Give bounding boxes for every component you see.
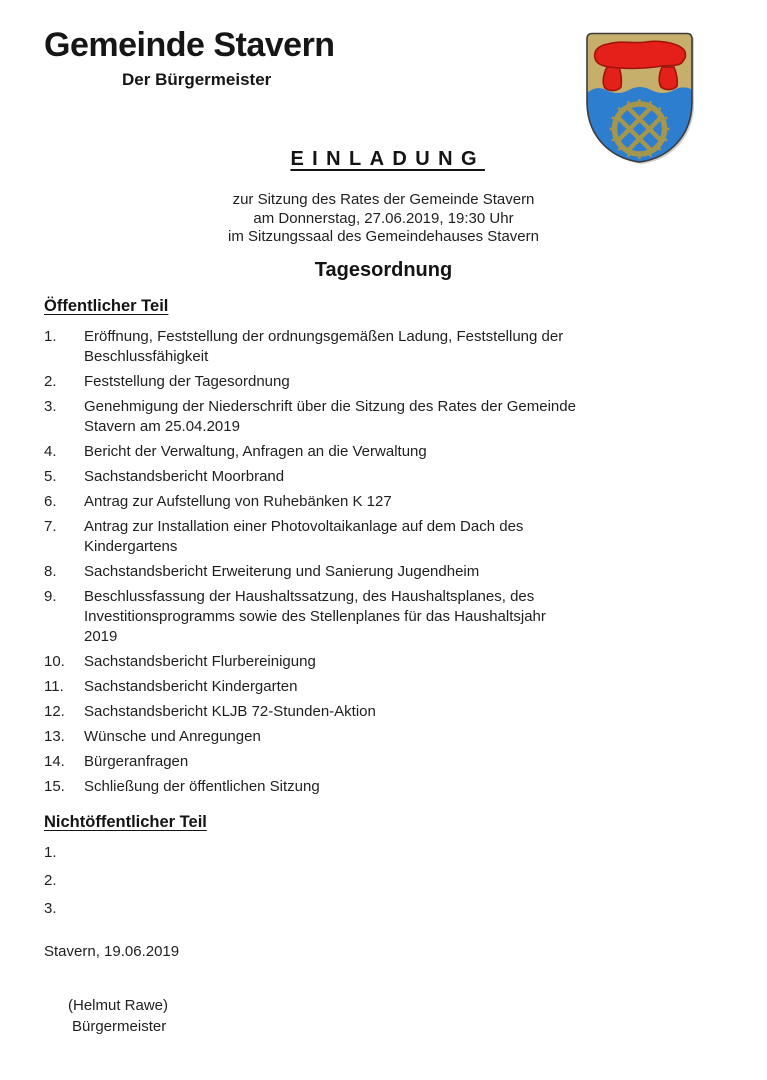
- signature-name: (Helmut Rawe): [68, 997, 169, 1014]
- agenda-item: [44, 652, 724, 672]
- nonpublic-section-heading: Nichtöffentlicher Teil: [44, 813, 207, 831]
- agenda-item-text: Sachstandsbericht KLJB 72-Stunden-Aktion: [84, 703, 376, 720]
- agenda-item: [44, 587, 724, 647]
- agenda-item-number: 1.: [44, 328, 57, 345]
- coat-of-arms-icon: [583, 31, 696, 166]
- agenda-item-number: 15.: [44, 778, 65, 795]
- agenda-item: [44, 442, 724, 462]
- agenda-item-number: 8.: [44, 563, 57, 580]
- nonpublic-agenda-list: [44, 843, 724, 919]
- place-date: Stavern, 19.06.2019: [44, 943, 180, 960]
- invitation-details: [0, 191, 767, 247]
- page-title: Gemeinde Stavern: [44, 26, 335, 64]
- agenda-item: [44, 517, 724, 557]
- agenda-item-text: Antrag zur Installation einer Photovoltaikanlage auf dem Dach des Kindergartens: [84, 518, 524, 555]
- agenda-item-number: 7.: [44, 518, 57, 535]
- agenda-item: [44, 843, 724, 863]
- agenda-item: [44, 871, 724, 891]
- coat-of-arms: [583, 31, 696, 166]
- agenda-item-text: Beschlussfassung der Haushaltssatzung, des Haushaltsplanes, des Investitionsprogramms sowie des Stellenplanes für das Haushaltsjahr 2019: [84, 588, 546, 645]
- agenda-item-text: Wünsche und Anregungen: [84, 728, 261, 745]
- agenda-item-text: Sachstandsbericht Kindergarten: [84, 678, 298, 695]
- signature-block: [44, 995, 724, 1037]
- public-agenda-list: [44, 327, 724, 797]
- agenda-item-text: Sachstandsbericht Flurbereinigung: [84, 653, 316, 670]
- agenda-item-number: 2.: [44, 872, 57, 889]
- agenda-body: [44, 297, 724, 1037]
- agenda-item-number: 4.: [44, 443, 57, 460]
- agenda-item-text: Antrag zur Aufstellung von Ruhebänken K 127: [84, 493, 392, 510]
- agenda-item-text: Sachstandsbericht Moorbrand: [84, 468, 285, 485]
- agenda-item: [44, 677, 724, 697]
- agenda-item-text: Eröffnung, Feststellung der ordnungsgemäßen Ladung, Feststellung der Beschlussfähigkeit: [84, 328, 564, 365]
- agenda-item: [44, 327, 724, 367]
- invitation-heading-text: EINLADUNG: [290, 148, 485, 170]
- agenda-item-number: 3.: [44, 900, 57, 917]
- agenda-item-text: Sachstandsbericht Erweiterung und Sanierung Jugendheim: [84, 563, 480, 580]
- agenda-item-number: 14.: [44, 753, 65, 770]
- agenda-item-number: 6.: [44, 493, 57, 510]
- agenda-item-number: 9.: [44, 588, 57, 605]
- agenda-item-text: Bericht der Verwaltung, Anfragen an die Verwaltung: [84, 443, 427, 460]
- agenda-item: [44, 372, 724, 392]
- agenda-item: [44, 492, 724, 512]
- agenda-item-number: 10.: [44, 653, 65, 670]
- agenda-item-number: 13.: [44, 728, 65, 745]
- agenda-item-text: Feststellung der Tagesordnung: [84, 373, 290, 390]
- agenda-item: [44, 397, 724, 437]
- invitation-line-occasion: zur Sitzung des Rates der Gemeinde Stavern: [232, 191, 535, 208]
- invitation-block: [0, 147, 767, 282]
- agenda-item-number: 5.: [44, 468, 57, 485]
- agenda-item: [44, 467, 724, 487]
- agenda-item-number: 3.: [44, 398, 57, 415]
- agenda-item: [44, 562, 724, 582]
- signature-title: Bürgermeister: [72, 1018, 167, 1035]
- agenda-item-text: Schließung der öffentlichen Sitzung: [84, 778, 320, 795]
- page-subtitle: Der Bürgermeister: [122, 70, 272, 89]
- invitation-heading: [0, 147, 767, 171]
- invitation-line-location: im Sitzungssaal des Gemeindehauses Stavern: [227, 228, 539, 245]
- agenda-item: [44, 777, 724, 797]
- agenda-item: [44, 702, 724, 722]
- agenda-item: [44, 727, 724, 747]
- agenda-item: [44, 899, 724, 919]
- agenda-item: [44, 752, 724, 772]
- public-section-heading: Öffentlicher Teil: [44, 297, 169, 315]
- agenda-item-number: 11.: [44, 678, 64, 695]
- agenda-item-number: 12.: [44, 703, 65, 720]
- agenda-item-text: Genehmigung der Niederschrift über die Sitzung des Rates der Gemeinde Stavern am 25.04.2019: [84, 398, 576, 435]
- agenda-title: Tagesordnung: [314, 258, 453, 281]
- invitation-line-datetime: am Donnerstag, 27.06.2019, 19:30 Uhr: [253, 209, 514, 227]
- agenda-item-number: 1.: [44, 844, 57, 861]
- agenda-item-number: 2.: [44, 373, 57, 390]
- agenda-item-text: Bürgeranfragen: [84, 753, 189, 770]
